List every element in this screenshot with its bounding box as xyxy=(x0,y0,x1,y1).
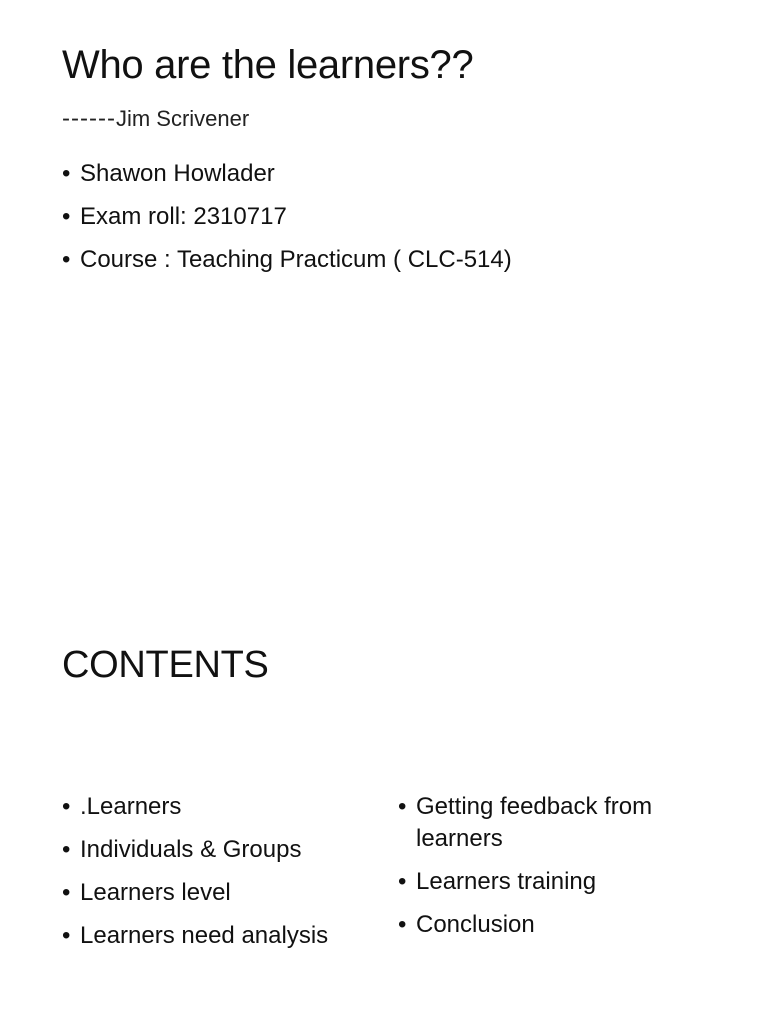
contents-right-column xyxy=(398,791,716,952)
bullet-icon: • xyxy=(62,203,71,230)
bullet-icon: • xyxy=(62,879,71,906)
bullet-icon: • xyxy=(62,793,71,820)
slide-1-title: Who are the learners?? xyxy=(62,43,474,87)
subtitle-author: Jim Scrivener xyxy=(115,106,250,131)
exam-roll: • Exam roll: 2310717 xyxy=(62,201,512,233)
subtitle-dash: ------ xyxy=(62,105,116,132)
contents-left-column xyxy=(62,791,328,963)
list-item: • Getting feedback from learners xyxy=(398,793,653,852)
slide-contents xyxy=(0,512,768,1024)
bullet-icon: • xyxy=(398,911,407,938)
list-item: • Conclusion xyxy=(398,909,716,941)
list-item: • Learners training xyxy=(398,866,716,898)
list-item: • Learners need analysis xyxy=(62,920,328,952)
list-item: • Individuals & Groups xyxy=(62,834,328,866)
presenter-name: • Shawon Howlader xyxy=(62,158,512,190)
presenter-info-list xyxy=(62,158,512,287)
bullet-icon: • xyxy=(62,246,71,273)
list-item: • .Learners xyxy=(62,791,328,823)
bullet-icon: • xyxy=(398,868,407,895)
course-info: • Course : Teaching Practicum ( CLC-514) xyxy=(62,244,512,276)
slide-1-subtitle xyxy=(62,102,249,136)
bullet-icon: • xyxy=(62,836,71,863)
slide-2-title: CONTENTS xyxy=(62,644,269,686)
list-item: • Learners level xyxy=(62,877,328,909)
bullet-icon: • xyxy=(62,922,71,949)
bullet-icon: • xyxy=(398,793,407,820)
bullet-icon: • xyxy=(62,160,71,187)
